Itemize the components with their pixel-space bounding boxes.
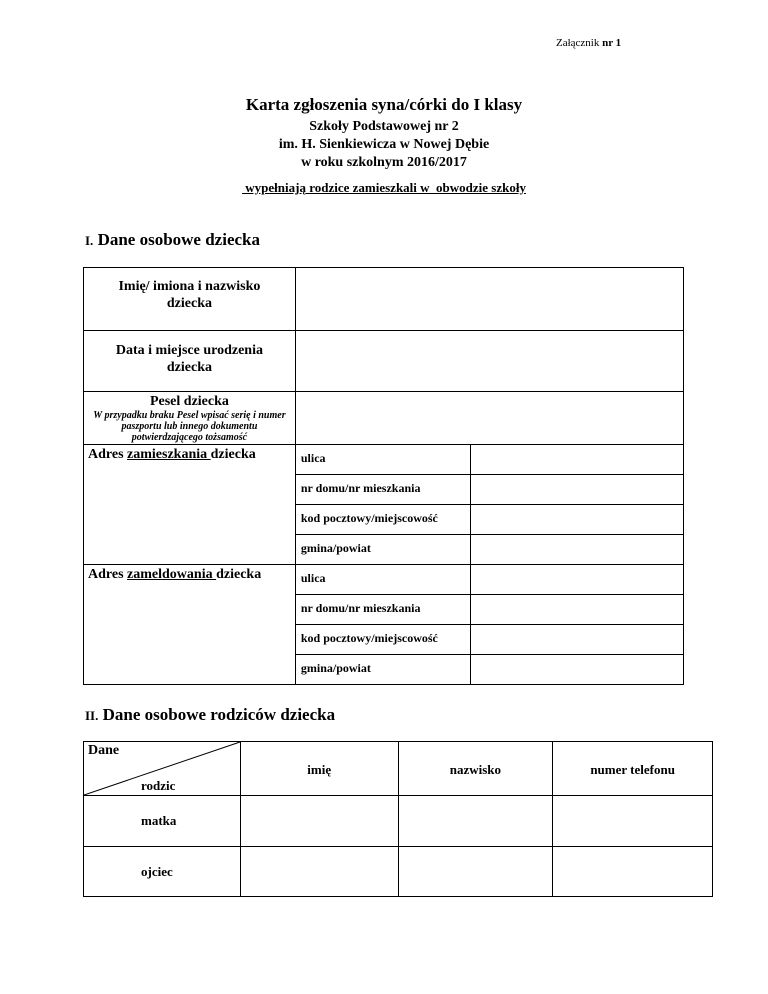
corner-header-cell [84,742,241,796]
registration-postal-code-label: kod pocztowy/miejscowość [295,625,470,655]
residence-street-label: ulica [295,445,470,475]
registration-label-pre: Adres [88,567,128,582]
attachment-label [556,37,621,49]
father-last-name-field[interactable] [398,847,553,897]
registration-postal-code-field[interactable] [470,625,683,655]
residence-postal-code-field[interactable] [470,505,683,535]
school-year-line: w roku szkolnym 2016/2017 [301,155,467,170]
residence-label-underlined: zamieszkania [127,447,211,462]
attachment-prefix: Załącznik [556,37,600,49]
row-father-label: ojciec [84,847,241,897]
col-first-name-header: imię [240,742,398,796]
residence-street-field[interactable] [470,445,683,475]
registration-municipality-field[interactable] [470,655,683,685]
form-note: wypełniają rodzice zamieszkali w obwodzie szkoły [242,180,526,195]
section-2-number: II. [85,708,99,723]
residence-label-pre: Adres [88,447,128,462]
registration-label-post: dziecka [216,567,262,582]
child-pesel-label: Pesel dziecka [149,394,229,409]
section-2-title: Dane osobowe rodziców dziecka [102,705,336,724]
section-2-heading [85,705,335,725]
school-name-line: Szkoły Podstawowej nr 2 [309,119,459,134]
child-birth-field[interactable] [295,331,683,392]
mother-phone-field[interactable] [553,796,713,847]
registration-street-label: ulica [295,565,470,595]
residence-house-number-field[interactable] [470,475,683,505]
registration-house-number-label: nr domu/nr mieszkania [295,595,470,625]
section-1-heading [85,230,260,250]
child-name-label: Imię/ imiona i nazwisko dziecka [118,279,261,311]
father-first-name-field[interactable] [240,847,398,897]
mother-last-name-field[interactable] [398,796,553,847]
school-patron-line: im. H. Sienkiewicza w Nowej Dębie [278,137,490,152]
child-birth-label: Data i miejsce urodzenia dziecka [115,343,263,375]
section-1-number: I. [85,233,94,248]
father-phone-field[interactable] [553,847,713,897]
residence-municipality-label: gmina/powiat [295,535,470,565]
mother-first-name-field[interactable] [240,796,398,847]
registration-municipality-label: gmina/powiat [295,655,470,685]
residence-label-post: dziecka [210,447,256,462]
child-data-table [83,267,684,685]
residence-municipality-field[interactable] [470,535,683,565]
residence-address-label-cell [84,445,296,565]
child-pesel-label-cell [84,392,296,445]
row-mother-label: matka [84,796,241,847]
registration-street-field[interactable] [470,565,683,595]
child-name-field[interactable] [295,268,683,331]
child-name-label-cell [84,268,296,331]
registration-house-number-field[interactable] [470,595,683,625]
col-phone-header: numer telefonu [553,742,713,796]
corner-bottom-label: rodzic [141,778,176,793]
registration-label-underlined: zameldowania [127,567,217,582]
section-1-title: Dane osobowe dziecka [97,230,261,249]
parents-data-table [83,741,713,897]
attachment-number: nr 1 [602,37,622,49]
form-title: Karta zgłoszenia syna/córki do I klasy [245,95,523,114]
child-birth-label-cell [84,331,296,392]
residence-house-number-label: nr domu/nr mieszkania [295,475,470,505]
corner-top-label: Dane [88,743,120,758]
child-pesel-field[interactable] [295,392,683,445]
col-last-name-header: nazwisko [398,742,553,796]
child-pesel-note: W przypadku braku Pesel wpisać serię i numer paszportu lub innego dokumentu potwierdzającego tożsamość [93,410,286,443]
registration-address-label-cell [84,565,296,685]
residence-postal-code-label: kod pocztowy/miejscowość [295,505,470,535]
